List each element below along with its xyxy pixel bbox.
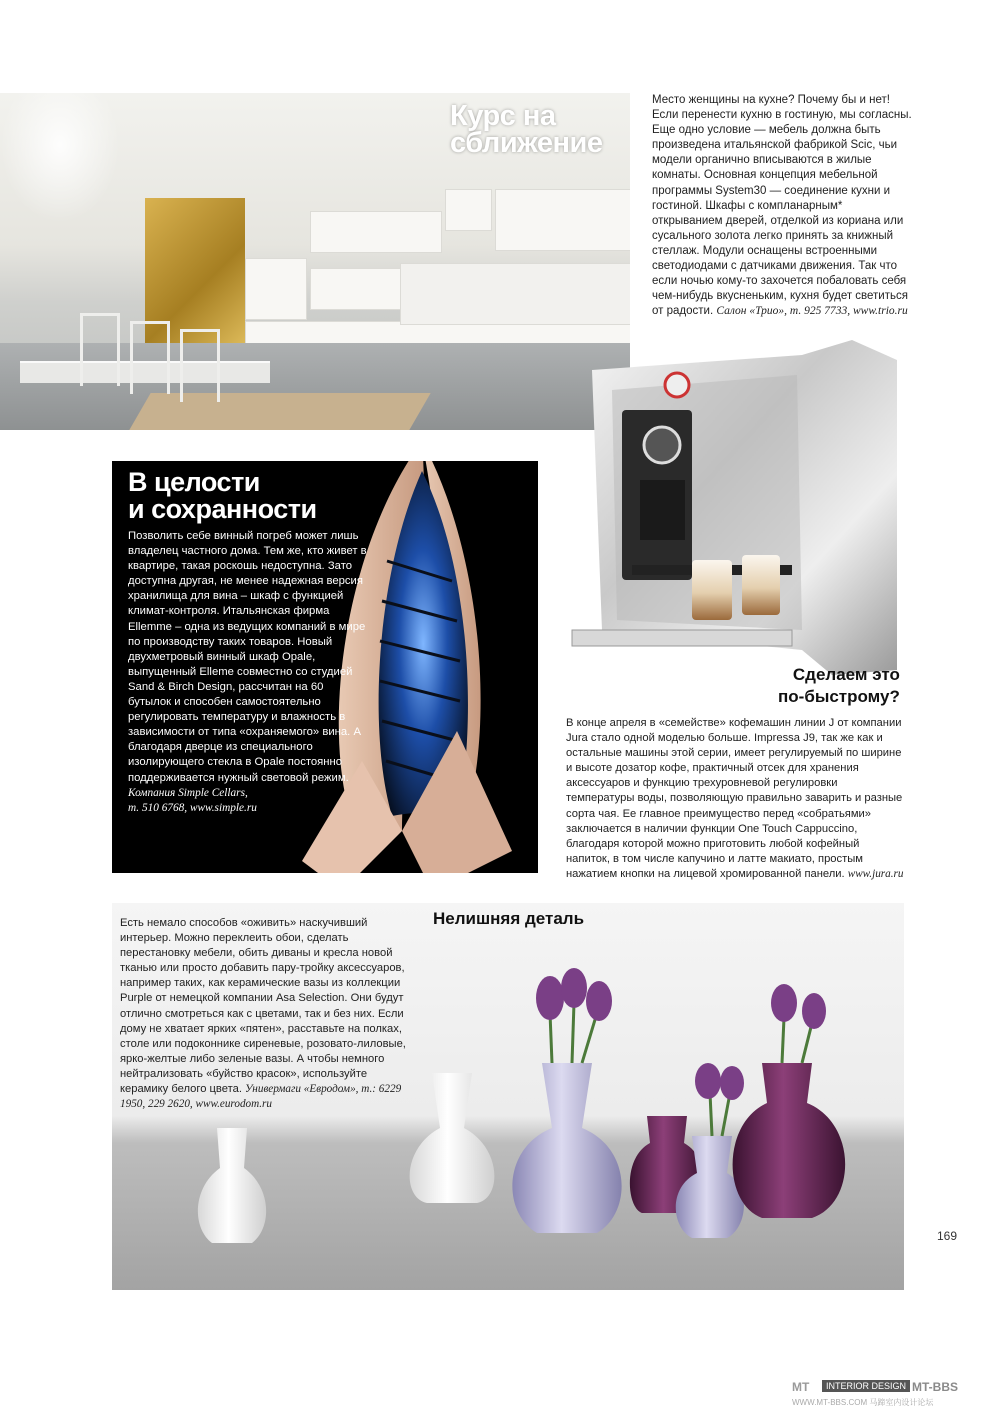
watermark-right: MT-BBS xyxy=(912,1380,958,1394)
section-title-wine: В целости и сохранности xyxy=(128,467,317,524)
section-title-kitchen: Курс на сближение xyxy=(450,100,603,159)
vases-article-text: Есть немало способов «оживить» наскучивший интерьер. Можно переклеить обои, сделать перестановку мебели, обить диваны и кресла новой тканью или просто добавить пару-тройку аксессуаров, например таких, как керамические вазы из коллекции Purple от немецкой компании Asa Selection. Они будут отлично смотреться как с цветами, так и без них. Если дому не хватает ярких «пятен», расставьте на полках, столе или подоконнике сиреневые, розовато-лиловые, ярко-желтые либо зеленые вазы. А чтобы немного нейтрализовать «буйство красок», используйте керамику белого цвета. Универмаги «Евродом», т.: 6229 1950, 229 2620, www.eurodom.ru xyxy=(120,917,406,1111)
coffee-machine-image xyxy=(562,330,912,690)
coffee-article-text: В конце апреля в «семействе» кофемашин линии J от компании Jura стало одной моделью больше. Impressa J9, так же как и остальные машины этой серии, имеет регулируемый по ширине и высоте дозатор кофе, практичный отсек для хранения аксессуаров и функцию трехуровневой регулировки температуры воды, позволяющую правильно заварить и разные сорта чая. Ее главное преимущество перед «собратьями» заключается в наличии функции One Touch Cappuccino, благодаря которой можно приготовить любой кофейный напиток, в том числе капучино и латте макиато, простым нажатием кнопки на лицевой хромированной панели. www.jura.ru xyxy=(566,717,904,880)
section-title-vases: Нелишняя деталь xyxy=(433,909,585,928)
page-number: 169 xyxy=(937,1229,958,1243)
kitchen-credit: Салон «Трио», т. 925 7733, www.trio.ru xyxy=(716,305,908,318)
wine-article-text: Позволить себе винный погреб может лишь владелец частного дома. Тем же, кто живет в квартире, такая роскошь недоступна. Зато доступна другая, не менее надежная версия хранилища для вина – шкаф с функцией климат-контроля. Итальянская фирма Ellemme – одна из ведущих компаний в мире по производству таких товаров. Новый двухметровый винный шкаф Opale, выпущенный Elleme совместно со студией Sand & Birch Design, рассчитан на 60 бутылок и способен самостоятельно регулировать температуру и влажность в зависимости от типа «охраняемого» вина. А благодаря дверце из специального изолирующего стекла в Opale постоянно поддерживается нужный световой режим. Компания Simple Cellars, т. 510 6768, www.simple.ru xyxy=(128,529,368,816)
coffee-credit: www.jura.ru xyxy=(847,867,904,880)
watermark-url: WWW.MT-BBS.COM 马蹄室内设计论坛 xyxy=(792,1398,934,1407)
wine-cabinet-panel xyxy=(112,461,538,873)
watermark-badge: INTERIOR DESIGN xyxy=(822,1380,910,1392)
vases-credit: Универмаги «Евродом», т.: 6229 1950, 229 2620, www.eurodom.ru xyxy=(120,1083,402,1111)
section-title-coffee: Сделаем это по-быстрому? xyxy=(778,665,900,706)
watermark-left: MT xyxy=(792,1380,810,1394)
kitchen-article-text: Место женщины на кухне? Почему бы и нет! Если перенести кухню в гостиную, мы согласны. Еще одно условие — мебель должна быть произведена итальянской фабрикой Scic, чьи модели органично вписываются в жилые комнаты. Основная концепция мебельной программы System30 — соединение кухни и гостиной. Шкафы с компланарным* открыванием дверей, отделкой из кориана или сусального золота легко принять за книжный стеллаж. Модули оснащены встроенными светодиодами с датчиками движения. Так что если ночью кому-то захочется побаловать себя чем-нибудь вкусненьким, кухня будет светиться от радости. Салон «Трио», т. 925 7733, www.trio.ru xyxy=(652,94,912,318)
wine-credit: Компания Simple Cellars, т. 510 6768, www.simple.ru xyxy=(128,786,257,814)
